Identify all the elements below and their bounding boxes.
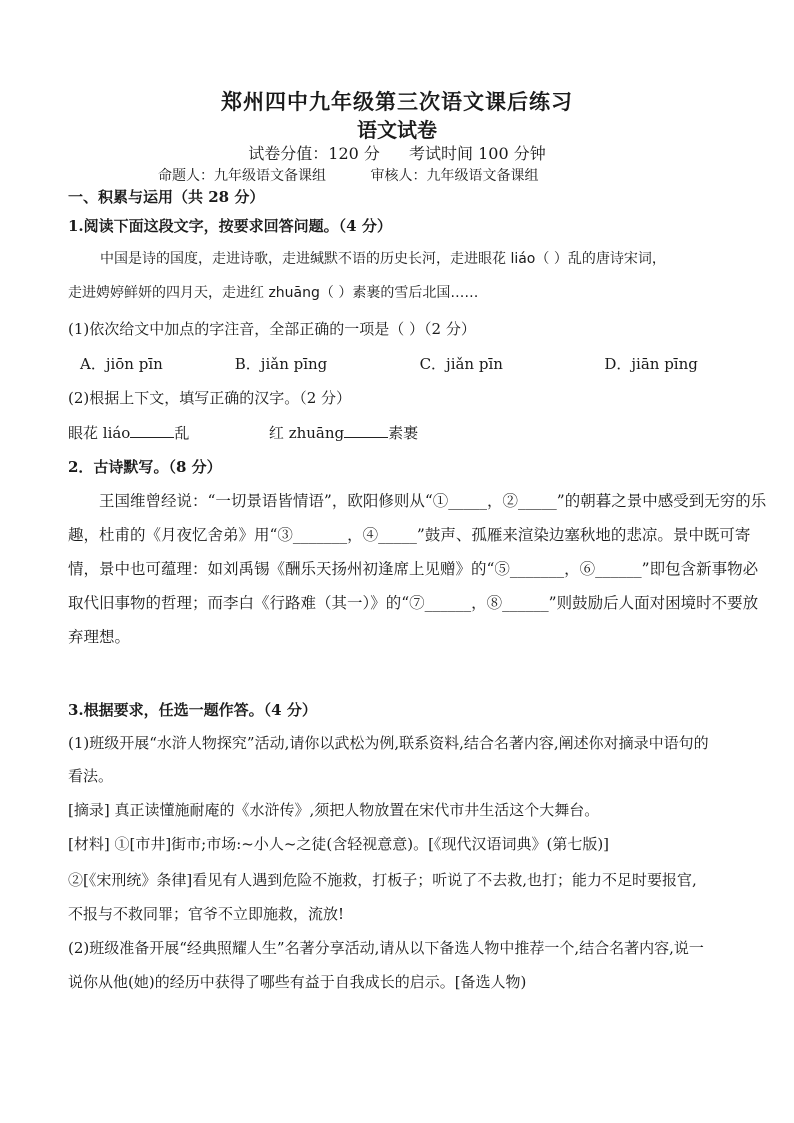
exam-score-time bbox=[0, 141, 794, 164]
q1-passage-line1: 中国是诗的国度，走进诗歌，走进缄默不语的历史长河，走进眼花 liáo（ ）乱的唐诗宋词， bbox=[100, 251, 666, 267]
q1-sub2: (2)根据上下文，填写正确的汉字。（2 分） bbox=[68, 389, 352, 407]
q3-material2-line1: ②[《宋刑统》条律]看见有人遇到危险不施救，打板子；听说了不去救,也打；能力不足时要报官, bbox=[68, 871, 697, 889]
q2-heading: 2．古诗默写。（8 分） bbox=[68, 458, 222, 476]
q1-option-c: C．jiǎn pīn bbox=[419, 355, 503, 373]
q3-p1-line1: (1)班级开展“水浒人物探究”活动,请你以武松为例,联系资料,结合名著内容,阐述你对摘录中语句的 bbox=[68, 734, 709, 752]
fill1-blank[interactable] bbox=[130, 423, 174, 438]
exam-authors bbox=[158, 165, 578, 185]
q3-material2-line2: 不报与不救同罪；官爷不立即施救，流放! bbox=[68, 905, 345, 923]
fill1-suffix: 乱 bbox=[174, 424, 190, 442]
section-heading: 一、积累与运用（共 28 分） bbox=[68, 188, 265, 206]
q1-heading: 1.阅读下面这段文字，按要求回答问题。（4 分） bbox=[68, 217, 392, 235]
q3-excerpt: [摘录] 真正读懂施耐庵的《水浒传》,须把人物放置在宋代市井生活这个大舞台。 bbox=[68, 801, 600, 819]
fill2-suffix: 素裹 bbox=[388, 424, 419, 442]
q1-option-b: B．jiǎn pīng bbox=[234, 355, 328, 373]
q1-options bbox=[68, 353, 754, 375]
fill1-prefix: 眼花 liáo bbox=[68, 424, 131, 442]
fill2-prefix: 红 zhuāng bbox=[268, 424, 345, 442]
fill2-blank[interactable] bbox=[344, 423, 388, 438]
exam-title: 郑州四中九年级第三次语文课后练习 bbox=[221, 89, 573, 114]
exam-subtitle: 语文试卷 bbox=[357, 118, 437, 142]
exam-time: 考试时间 100 分钟 bbox=[409, 144, 546, 163]
q2-text: 王国维曾经说：“一切景语皆情语”，欧阳修则从“①_____，②_____”的朝暮之景中感受到无穷的乐趣，杜甫的《月夜忆舍弟》用“③_______，④_____”鼓声、孤雁来渲染边塞秋地的悲凉。景中既可寄情，景中也可蕴理：如刘禹锡《酬乐天扬州初逢席上见赠》的“⑤_______，⑥______”即包含新事物必取代旧事物的哲理；而李白《行路难（其一）》的“⑦______，⑧______”则鼓励后人面对困境时不要放弃理想。 bbox=[68, 492, 767, 646]
q3-p2-line1: (2)班级准备开展“经典照耀人生”名著分享活动,请从以下备选人物中推荐一个,结合名著内容,说一 bbox=[68, 939, 704, 957]
exam-setter: 命题人：九年级语文备课组 bbox=[158, 168, 326, 184]
q3-material1: [材料] ①[市井]街市;市场:~小人~之徒(含轻视意意)。[《现代汉语词典》(第七版)] bbox=[68, 835, 610, 853]
q3-p1-line2: 看法。 bbox=[68, 767, 114, 785]
q3-p2-line2: 说你从他(她)的经历中获得了哪些有益于自我成长的启示。[备选人物) bbox=[68, 973, 527, 991]
exam-reviewer: 审核人：九年级语文备课组 bbox=[370, 168, 539, 184]
q1-fill-row bbox=[68, 422, 754, 444]
q3-heading: 3.根据要求，任选一题作答。（4 分） bbox=[68, 701, 317, 719]
exam-score: 试卷分值：120 分 bbox=[248, 144, 380, 163]
q1-option-d: D．jiān pīng bbox=[604, 355, 698, 373]
q1-option-a: A．jiōn pīn bbox=[80, 355, 163, 373]
q1-passage-line2: 走进娉婷鲜妍的四月天，走进红 zhuāng（ ）素裹的雪后北国…… bbox=[68, 285, 479, 301]
q1-sub1: (1)依次给文中加点的字注音，全部正确的一项是（ ）（2 分） bbox=[68, 320, 476, 338]
